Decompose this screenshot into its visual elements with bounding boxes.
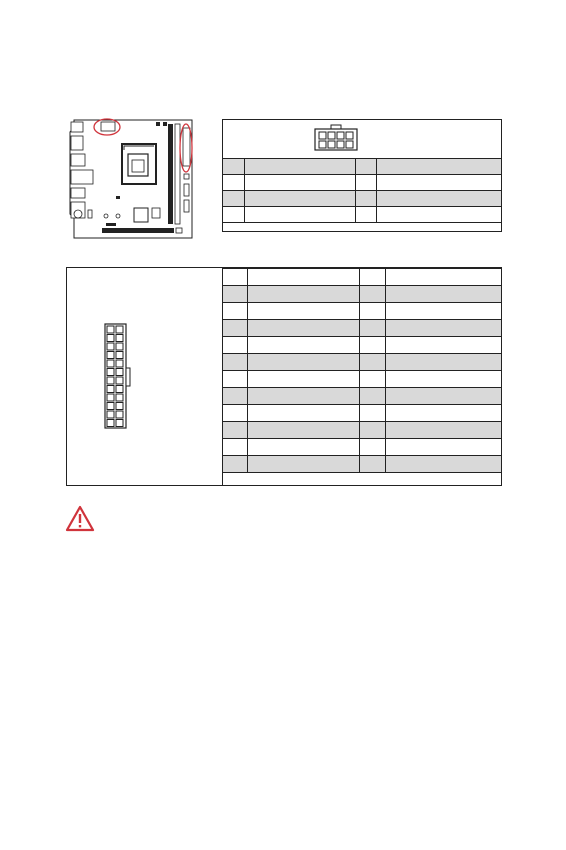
pin-number <box>359 456 386 473</box>
signal-name <box>386 405 502 422</box>
signal-name <box>247 422 359 439</box>
pin-number <box>223 159 245 175</box>
pin-number <box>223 405 248 422</box>
table-row <box>223 456 502 473</box>
connector-pin <box>116 377 123 384</box>
connector-pin <box>107 411 114 418</box>
connector-pin <box>107 394 114 401</box>
eight-pin-table <box>222 158 502 223</box>
table-row <box>223 286 502 303</box>
24-pin-atx-power-connector-icon <box>103 322 135 430</box>
pin-number <box>359 388 386 405</box>
pin-number <box>359 371 386 388</box>
table-row <box>223 175 502 191</box>
connector-pin <box>116 394 123 401</box>
signal-name <box>386 269 502 286</box>
table-row <box>223 439 502 456</box>
8-pin-power-connector-icon <box>312 124 360 152</box>
signal-name <box>244 191 355 207</box>
connector-pin <box>116 411 123 418</box>
signal-name <box>247 439 359 456</box>
pin-number <box>223 388 248 405</box>
pin-number <box>223 320 248 337</box>
pin-number <box>223 439 248 456</box>
motherboard-diagram <box>66 114 200 244</box>
signal-name <box>247 337 359 354</box>
pin-number <box>355 175 377 191</box>
pin-number <box>223 354 248 371</box>
pin-number <box>359 439 386 456</box>
signal-name <box>247 405 359 422</box>
connector-pin <box>107 386 114 393</box>
table-row <box>223 303 502 320</box>
table-row <box>223 405 502 422</box>
pin-number <box>223 456 248 473</box>
signal-name <box>386 303 502 320</box>
signal-name <box>247 303 359 320</box>
connector-pin <box>116 403 123 410</box>
signal-name <box>386 286 502 303</box>
pin-number <box>359 286 386 303</box>
connector-pin <box>107 326 114 333</box>
pin-number <box>359 337 386 354</box>
table-row <box>223 269 502 286</box>
table-row <box>223 159 502 175</box>
pin-number <box>223 207 245 223</box>
pin-number <box>359 320 386 337</box>
connector-pin <box>116 326 123 333</box>
signal-name <box>244 159 355 175</box>
connector-pin <box>107 403 114 410</box>
pin-number <box>223 371 248 388</box>
pin-number <box>359 269 386 286</box>
connector-pin <box>107 343 114 350</box>
signal-name <box>386 439 502 456</box>
signal-name <box>247 354 359 371</box>
warning-triangle-icon <box>65 505 95 532</box>
pin-number <box>359 354 386 371</box>
pin-number <box>223 303 248 320</box>
pin-number <box>359 422 386 439</box>
signal-name <box>386 422 502 439</box>
pin-number <box>359 303 386 320</box>
signal-name <box>386 371 502 388</box>
connector-pin <box>116 386 123 393</box>
pin-number <box>355 159 377 175</box>
table-row <box>223 337 502 354</box>
pin-number <box>359 405 386 422</box>
pin-number <box>223 422 248 439</box>
connector-pin <box>116 369 123 376</box>
signal-name <box>377 159 502 175</box>
pin-number <box>223 269 248 286</box>
signal-name <box>247 269 359 286</box>
connector-pin <box>107 360 114 367</box>
pin-number <box>223 337 248 354</box>
connector-pin <box>116 360 123 367</box>
signal-name <box>386 354 502 371</box>
pin-number <box>223 175 245 191</box>
table-row <box>223 371 502 388</box>
table-row <box>223 354 502 371</box>
signal-name <box>247 371 359 388</box>
connector-pin <box>116 343 123 350</box>
connector-pin <box>116 352 123 359</box>
table-row <box>223 191 502 207</box>
table-row <box>223 320 502 337</box>
connector-pin <box>107 420 114 427</box>
signal-name <box>386 388 502 405</box>
pin-number <box>355 191 377 207</box>
pin-number <box>223 286 248 303</box>
signal-name <box>247 320 359 337</box>
connector-pin <box>116 420 123 427</box>
table-row <box>223 422 502 439</box>
pin-number <box>223 191 245 207</box>
signal-name <box>386 337 502 354</box>
pin-number <box>355 207 377 223</box>
twentyfour-pin-table <box>222 268 502 473</box>
signal-name <box>247 456 359 473</box>
table-row <box>223 388 502 405</box>
connector-pin <box>107 352 114 359</box>
signal-name <box>386 456 502 473</box>
signal-name <box>247 388 359 405</box>
signal-name <box>247 286 359 303</box>
signal-name <box>244 175 355 191</box>
connector-pin <box>107 335 114 342</box>
connector-pin <box>107 377 114 384</box>
table-row <box>223 207 502 223</box>
signal-name <box>377 207 502 223</box>
connector-pin <box>116 335 123 342</box>
signal-name <box>377 191 502 207</box>
signal-name <box>244 207 355 223</box>
signal-name <box>386 320 502 337</box>
signal-name <box>377 175 502 191</box>
connector-pin <box>107 369 114 376</box>
